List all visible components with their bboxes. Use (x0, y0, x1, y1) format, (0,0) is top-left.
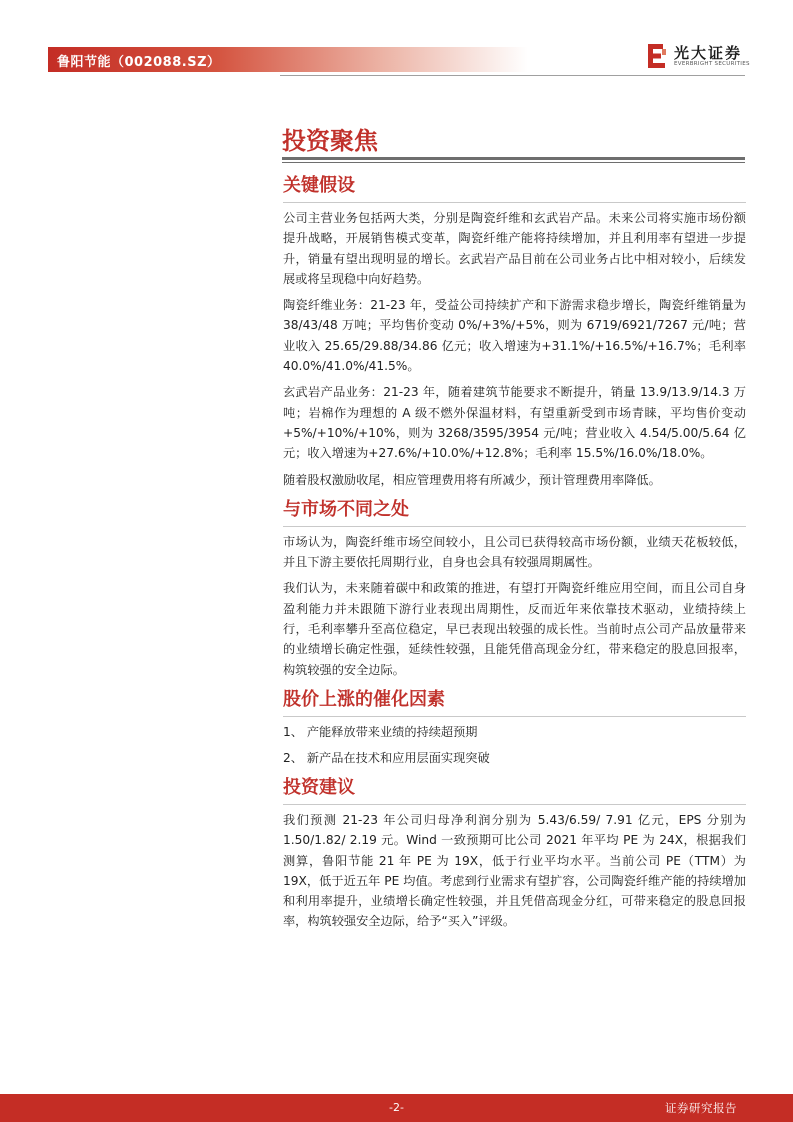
page-title: 投资聚焦 (282, 127, 378, 155)
title-rule-thin (282, 162, 745, 163)
footer-label: 证券研究报告 (665, 1101, 737, 1115)
logo-subtitle: EVERBRIGHT SECURITIES (674, 61, 750, 67)
paragraph: 随着股权激励收尾，相应管理费用将有所减少，预计管理费用率降低。 (283, 472, 661, 487)
paragraph: 陶瓷纤维业务：21-23 年，受益公司持续扩产和下游需求稳步增长，陶瓷纤维销量为 38/43/48 万吨；平均售价变动 0%/+3%/+5%，则为 6719/6921/7267 元/吨；营业收入 25.65/29.88/34.86 亿元；收入增速为+31.1%/+16.5%/+16.7%；毛利率 40.0%/41.0%/41.5%。 (283, 298, 746, 374)
section-title-difference: 与市场不同之处 (283, 496, 746, 527)
paragraph: 市场认为，陶瓷纤维市场空间较小，且公司已获得较高市场份额，业绩天花板较低，并且下游主要依托周期行业，自身也会具有较强周期属性。 (283, 534, 746, 570)
paragraph: 我们预测 21-23 年公司归母净利润分别为 5.43/6.59/ 7.91 亿元，EPS 分别为 1.50/1.82/ 2.19 元。Wind 一致预期可比公司 2021 年平均 PE 为 24X，根据我们测算，鲁阳节能 21 年 PE 为 19X，低于行业平均水平。当前公司 PE（TTM）为 19X，低于近五年 PE 均值。考虑到行业需求有望扩容，公司陶瓷纤维产能的持续增加和利用率提升，业绩增长确定性较强，并且凭借高现金分红，可带来稳定的股息回报率，构筑较强安全边际，给予“买入”评级。 (283, 812, 746, 929)
paragraph: 玄武岩产品业务：21-23 年，随着建筑节能要求不断提升，销量 13.9/13.9/14.3 万吨；岩棉作为理想的 A 级不燃外保温材料，有望重新受到市场青睐，平均售价变动+5%/+10%/+10%，则为 3268/3595/3954 元/吨；营业收入 4.54/5.00/5.64 亿元；收入增速为+27.6%/+10.0%/+12.8%；毛利率 15.5%/16.0%/18.0%。 (283, 385, 746, 461)
header-divider (280, 75, 745, 76)
section-title-advice: 投资建议 (283, 774, 746, 805)
logo-name: 光大证券 (674, 44, 743, 62)
everbright-logo (646, 42, 756, 70)
header-company-name: 鲁阳节能（002088.SZ） (57, 55, 221, 70)
paragraph: 公司主营业务包括两大类，分别是陶瓷纤维和玄武岩产品。未来公司将实施市场份额提升战略，开展销售模式变革，陶瓷纤维产能将持续增加，并且利用率有望进一步提升，销量有望出现明显的增长。玄武岩产品目前在公司业务占比中相对较小，后续发展或将呈现稳中向好趋势。 (283, 211, 746, 286)
everbright-logo-icon (646, 42, 668, 70)
list-item: 2、 新产品在技术和应用层面实现突破 (283, 750, 490, 765)
paragraph: 我们认为，未来随着碳中和政策的推进，有望打开陶瓷纤维应用空间，而且公司自身盈利能力并未跟随下游行业表现出周期性，反而近年来依靠技术驱动，业绩持续上行，毛利率攀升至高位稳定，早已表现出较强的成长性。当前时点公司产品放量带来的业绩增长确定性强，延续性较强，且能凭借高现金分红，带来稳定的股息回报率，构筑较强的安全边际。 (283, 581, 746, 677)
page-number: -2- (389, 1101, 404, 1114)
title-rule (282, 157, 745, 160)
list-item: 1、 产能释放带来业绩的持续超预期 (283, 724, 478, 739)
section-title-catalysts: 股价上涨的催化因素 (283, 686, 746, 717)
section-title-assumptions: 关键假设 (283, 172, 746, 203)
main-content (283, 172, 746, 938)
